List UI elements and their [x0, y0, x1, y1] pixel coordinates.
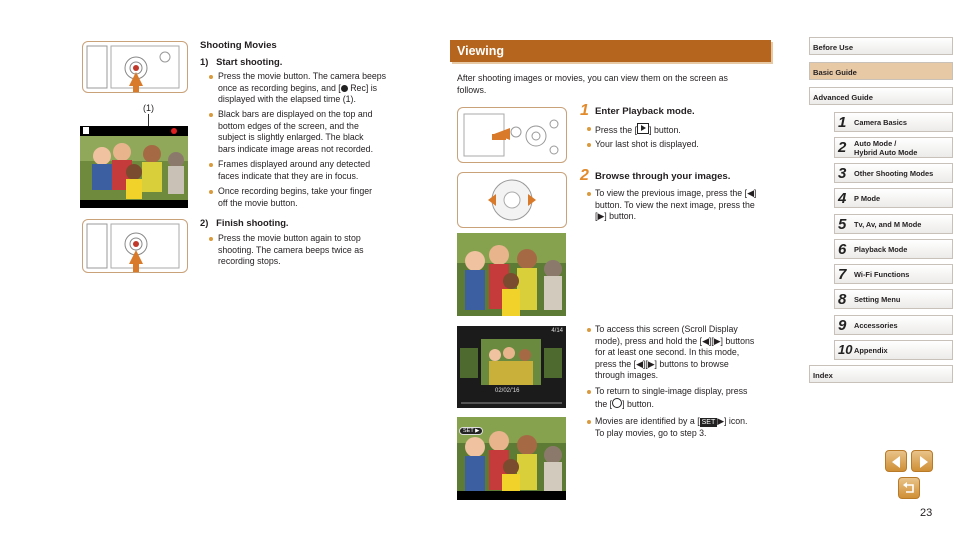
chapter-3-other-shooting-modes[interactable]: 3 Other Shooting Modes [834, 163, 953, 183]
bullet [587, 192, 591, 196]
step1-bullet-3: Frames displayed around any detected faces indicate that they are in focus. [218, 159, 371, 181]
bullet [587, 143, 591, 147]
func-set-icon [612, 398, 622, 408]
viewing-title: Viewing [457, 44, 505, 58]
bullet [209, 113, 213, 117]
recording-screen [80, 126, 188, 208]
bullet [209, 163, 213, 167]
scroll-next-thumb [544, 348, 562, 378]
play-triangle-icon: ▶ [717, 416, 725, 426]
bullet [209, 190, 213, 194]
step1-bullet-1: Press the movie button. The camera beeps once as recording begins, and [ Rec] is displayed with the elapsed time (1). [218, 71, 387, 105]
play-icon [637, 123, 649, 134]
chevron-right-icon [920, 456, 928, 468]
scroll-center-thumb [481, 339, 541, 385]
step-1-number: 1 [580, 102, 589, 119]
step-1-label: 1) Start shooting. [200, 56, 283, 67]
previous-page-button[interactable] [885, 450, 907, 472]
step1-last-shot-bullet: Your last shot is displayed. [595, 139, 699, 149]
shooting-movies-title: Shooting Movies [200, 40, 277, 51]
movie-image-display [457, 417, 566, 500]
tab-basic-guide[interactable]: Basic Guide [809, 62, 953, 80]
next-page-button[interactable] [911, 450, 933, 472]
control-dial-illustration [457, 172, 567, 228]
tab-index[interactable]: Index [809, 365, 953, 383]
family-photo [80, 126, 188, 208]
return-button[interactable] [898, 477, 920, 499]
chevron-left-icon [892, 456, 900, 468]
chapter-9-accessories[interactable]: 9 Accessories [834, 315, 953, 335]
movie-button-illustration [83, 42, 187, 92]
bullet [209, 237, 213, 241]
set-play-badge: SET ▶ [459, 427, 483, 435]
scroll-date: 02/02/'16 [495, 388, 520, 394]
step-2-number: 2 [580, 167, 589, 184]
callout-line [148, 114, 149, 126]
camera-back-illustration [457, 107, 567, 163]
bullet [587, 390, 591, 394]
chapter-10-appendix[interactable]: 10 Appendix [834, 340, 953, 360]
family-photo [457, 233, 566, 316]
record-dot-icon [341, 85, 348, 92]
viewing-title-bar [450, 40, 771, 62]
tab-advanced-guide[interactable]: Advanced Guide [809, 87, 953, 105]
dial-icon [458, 173, 566, 227]
bullet [209, 75, 213, 79]
chapter-8-setting-menu[interactable]: 8 Setting Menu [834, 289, 953, 309]
step1-playback-bullet: Press the [ ] button. [595, 125, 681, 135]
bullet [587, 328, 591, 332]
step1-bullet-4: Once recording begins, take your finger off the movie button. [218, 186, 373, 208]
chapter-4-p-mode[interactable]: 4 P Mode [834, 188, 953, 208]
page-number: 23 [920, 507, 933, 519]
step-2-label: 2) Finish shooting. [200, 217, 289, 228]
family-thumbnail [481, 339, 541, 385]
step-2-title: Browse through your images. [595, 171, 731, 182]
right-arrow-icon: ▶ [713, 335, 721, 346]
movies-identified-bullet: Movies are identified by a [ SET ▶] icon. To play movies, go to step 3. [595, 416, 748, 438]
playback-button-illustration [458, 108, 566, 162]
right-arrow-icon: ▶ [647, 358, 655, 369]
scroll-prev-thumb [460, 348, 478, 378]
right-arrow-icon: ▶ [597, 211, 605, 222]
movie-button-illustration [83, 220, 187, 272]
chapter-1-camera-basics[interactable]: 1 Camera Basics [834, 112, 953, 132]
left-arrow-icon: ◀ [636, 358, 643, 369]
single-image-display [457, 233, 566, 316]
chapter-2-auto-mode[interactable]: 2 Auto Mode / Hybrid Auto Mode [834, 137, 953, 158]
return-icon [899, 478, 919, 498]
chapter-6-playback-mode[interactable]: 6 Playback Mode [834, 239, 953, 259]
callout-label: (1) [143, 103, 154, 113]
chapter-5-tv-av-m-mode[interactable]: 5 Tv, Av, and M Mode [834, 214, 953, 234]
bullet [587, 127, 591, 131]
return-single-bullet: To return to single-image display, press the [ ] button. [595, 386, 748, 409]
scroll-display-screen [457, 326, 566, 408]
left-arrow-icon: ◀ [702, 335, 709, 346]
step2-browse-bullet: To view the previous image, press the [◀] button. To view the next image, press the [▶] button. [595, 188, 757, 222]
camera-top-illustration-2 [82, 219, 188, 273]
step-1-title: Enter Playback mode. [595, 106, 695, 117]
camera-top-illustration-1 [82, 41, 188, 93]
scroll-bar [461, 402, 562, 404]
step1-bullet-2: Black bars are displayed on the top and bottom edges of the screen, and the subject is slightly enlarged. The black bars indicate image areas not recorded. [218, 109, 374, 154]
viewing-intro: After shooting images or movies, you can view them on the screen as follows. [457, 73, 728, 95]
scroll-display-bullet: To access this screen (Scroll Display mode), press and hold the [◀][▶] buttons for at least one second. In this mode, press the [◀][▶] buttons to browse through images. [595, 324, 755, 381]
tab-before-use[interactable]: Before Use [809, 37, 953, 55]
left-arrow-icon: ◀ [747, 188, 754, 198]
step2-bullet-1: Press the movie button again to stop shooting. The camera beeps twice as recording stops. [218, 233, 364, 267]
set-icon: SET [701, 419, 716, 426]
image-counter: 4/14 [551, 328, 563, 334]
bullet [587, 420, 591, 424]
chapter-7-wifi-functions[interactable]: 7 Wi-Fi Functions [834, 264, 953, 284]
